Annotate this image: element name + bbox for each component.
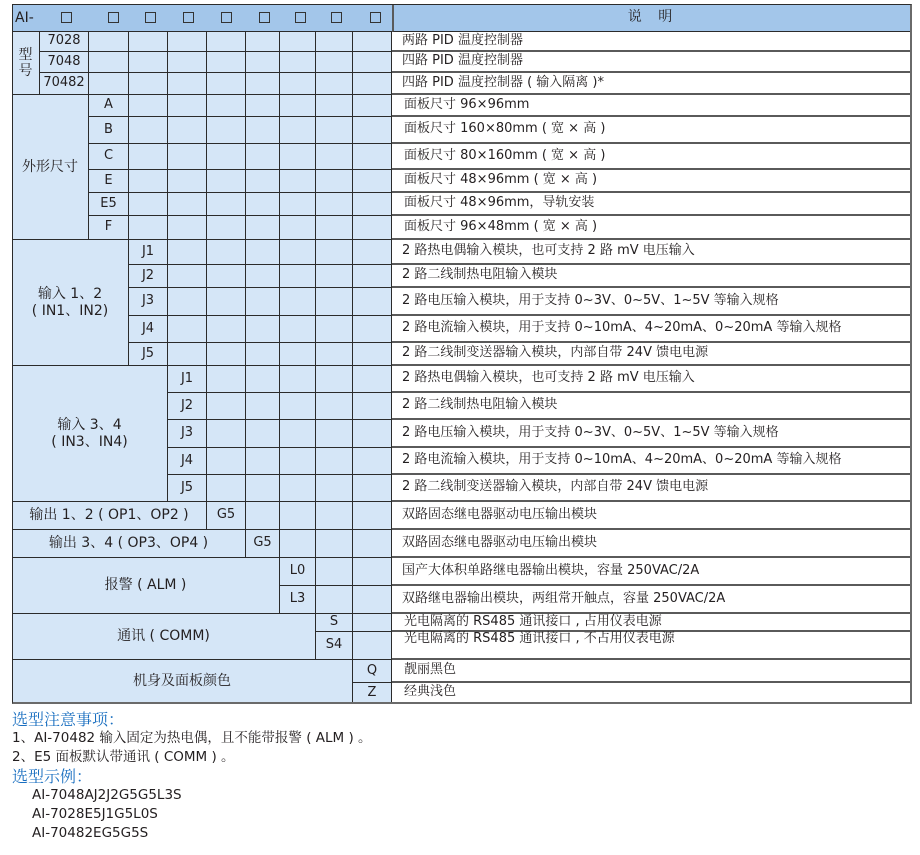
empty-grid-cell: [207, 475, 246, 502]
empty-grid-cell: [207, 216, 246, 240]
empty-grid-cell: [129, 144, 168, 170]
in34-code-j1: J1: [168, 366, 207, 393]
empty-grid-cell: [280, 316, 316, 343]
empty-grid-cell: [168, 343, 207, 366]
model-label-line: 型: [18, 46, 33, 63]
desc-dim-e: 面板尺寸 48×96mm ( 宽 × 高 ): [392, 170, 912, 193]
input12-section-label: [12, 240, 129, 366]
desc-op34-g5: 双路固态继电器驱动电压输出模块: [392, 530, 912, 558]
empty-grid-cell: [316, 32, 353, 52]
in12-code-j1: J1: [129, 240, 168, 265]
empty-grid-cell: [316, 366, 353, 393]
empty-grid-cell: [129, 32, 168, 52]
input34-label-line: 输入 3、4: [57, 417, 122, 434]
empty-grid-cell: [246, 240, 280, 265]
prefix-label: AI-: [15, 10, 34, 26]
empty-grid-cell: [280, 117, 316, 144]
empty-grid-cell: [129, 216, 168, 240]
empty-grid-cell: [280, 73, 316, 95]
selection-table: [12, 4, 912, 704]
model-code-7048: 7048: [40, 52, 89, 73]
empty-grid-cell: [207, 393, 246, 420]
empty-grid-cell: [353, 117, 392, 144]
empty-grid-cell: [280, 530, 316, 558]
in34-code-j4: J4: [168, 448, 207, 475]
empty-grid-cell: [168, 170, 207, 193]
code-slot-box: [331, 12, 342, 23]
empty-grid-cell: [316, 240, 353, 265]
empty-grid-cell: [280, 366, 316, 393]
empty-grid-cell: [246, 95, 280, 117]
empty-grid-cell: [280, 144, 316, 170]
empty-grid-cell: [129, 117, 168, 144]
desc-in34-j1: 2 路热电偶输入模块，也可支持 2 路 mV 电压输入: [392, 366, 912, 393]
empty-grid-cell: [246, 393, 280, 420]
empty-grid-cell: [353, 144, 392, 170]
in34-code-j3: J3: [168, 420, 207, 448]
color-code-q: Q: [353, 660, 392, 683]
code-slot-box: [221, 12, 232, 23]
empty-grid-cell: [316, 420, 353, 448]
empty-grid-cell: [280, 240, 316, 265]
desc-in34-j4: 2 路电流输入模块，用于支持 0~10mA、4~20mA、0~20mA 等输入规格: [392, 448, 912, 475]
empty-grid-cell: [316, 393, 353, 420]
empty-grid-cell: [353, 558, 392, 586]
empty-grid-cell: [168, 193, 207, 216]
empty-grid-cell: [129, 73, 168, 95]
output34-section-label: 输出 3、4 ( OP3、OP4 ): [12, 530, 246, 558]
desc-comm-s4: 光电隔离的 RS485 通讯接口 , 不占用仪表电源: [392, 632, 912, 660]
dim-code-f: F: [89, 216, 129, 240]
desc-color-z: 经典浅色: [392, 683, 912, 704]
empty-grid-cell: [353, 265, 392, 288]
in12-code-j4: J4: [129, 316, 168, 343]
empty-grid-cell: [246, 193, 280, 216]
example-item: AI-70482EG5G5S: [32, 825, 149, 841]
empty-grid-cell: [280, 288, 316, 316]
dim-code-b: B: [89, 117, 129, 144]
empty-grid-cell: [353, 475, 392, 502]
empty-grid-cell: [207, 366, 246, 393]
empty-grid-cell: [353, 343, 392, 366]
input12-label-line: 输入 1、2: [37, 286, 103, 303]
empty-grid-cell: [353, 366, 392, 393]
empty-grid-cell: [168, 52, 207, 73]
desc-in12-j5: 2 路二线制变送器输入模块，内部自带 24V 馈电电源: [392, 343, 912, 366]
desc-alm-l3: 双路继电器输出模块，两组常开触点，容量 250VAC/2A: [392, 586, 912, 614]
empty-grid-cell: [280, 343, 316, 366]
desc-model-7048: 四路 PID 温度控制器: [392, 52, 912, 73]
empty-grid-cell: [207, 288, 246, 316]
empty-grid-cell: [353, 316, 392, 343]
comm-section-label: 通讯 ( COMM): [12, 614, 316, 660]
desc-model-7028: 两路 PID 温度控制器: [392, 32, 912, 52]
empty-grid-cell: [246, 73, 280, 95]
alarm-section-label: 报警 ( ALM ): [12, 558, 280, 614]
empty-grid-cell: [353, 448, 392, 475]
empty-grid-cell: [316, 343, 353, 366]
empty-grid-cell: [353, 193, 392, 216]
desc-dim-a: 面板尺寸 96×96mm: [392, 95, 912, 117]
empty-grid-cell: [129, 52, 168, 73]
note-item: 2、E5 面板默认带通讯 ( COMM ) 。: [12, 749, 235, 765]
empty-grid-cell: [168, 265, 207, 288]
desc-in12-j3: 2 路电压输入模块，用于支持 0~3V、0~5V、1~5V 等输入规格: [392, 288, 912, 316]
empty-grid-cell: [280, 448, 316, 475]
dimensions-section-label: 外形尺寸: [12, 95, 89, 240]
empty-grid-cell: [168, 32, 207, 52]
empty-grid-cell: [89, 73, 129, 95]
empty-grid-cell: [207, 265, 246, 288]
empty-grid-cell: [89, 52, 129, 73]
empty-grid-cell: [168, 240, 207, 265]
empty-grid-cell: [246, 448, 280, 475]
desc-in12-j1: 2 路热电偶输入模块，也可支持 2 路 mV 电压输入: [392, 240, 912, 265]
desc-op12-g5: 双路固态继电器驱动电压输出模块: [392, 502, 912, 530]
empty-grid-cell: [207, 193, 246, 216]
empty-grid-cell: [280, 420, 316, 448]
empty-grid-cell: [207, 73, 246, 95]
empty-grid-cell: [246, 288, 280, 316]
input12-label-line: ( IN1、IN2): [31, 302, 109, 319]
alm-code-l0: L0: [280, 558, 316, 586]
empty-grid-cell: [316, 144, 353, 170]
in34-code-j2: J2: [168, 393, 207, 420]
dim-code-a: A: [89, 95, 129, 117]
empty-grid-cell: [353, 216, 392, 240]
empty-grid-cell: [129, 193, 168, 216]
empty-grid-cell: [246, 216, 280, 240]
in12-code-j2: J2: [129, 265, 168, 288]
code-slot-box: [295, 12, 306, 23]
in34-code-j5: J5: [168, 475, 207, 502]
empty-grid-cell: [316, 52, 353, 73]
notes-title: 选型注意事项：: [12, 710, 125, 729]
empty-grid-cell: [316, 73, 353, 95]
empty-grid-cell: [246, 144, 280, 170]
dim-code-e: E: [89, 170, 129, 193]
empty-grid-cell: [280, 170, 316, 193]
note-item: 1、AI-70482 输入固定为热电偶，且不能带报警 ( ALM ) 。: [12, 730, 372, 746]
code-slot-box: [259, 12, 270, 23]
comm-code-s: S: [316, 614, 353, 632]
model-code-70482: 70482: [40, 73, 89, 95]
empty-grid-cell: [353, 52, 392, 73]
code-slot-box: [108, 12, 119, 23]
empty-grid-cell: [353, 586, 392, 614]
notes-section: [12, 710, 372, 843]
example-item: AI-7028E5J1G5L0S: [32, 806, 158, 822]
empty-grid-cell: [207, 52, 246, 73]
empty-grid-cell: [246, 316, 280, 343]
empty-grid-cell: [316, 502, 353, 530]
op34-code-g5: G5: [246, 530, 280, 558]
empty-grid-cell: [168, 117, 207, 144]
empty-grid-cell: [246, 32, 280, 52]
desc-dim-c: 面板尺寸 80×160mm ( 宽 × 高 ): [392, 144, 912, 170]
empty-grid-cell: [316, 316, 353, 343]
empty-grid-cell: [280, 393, 316, 420]
desc-in12-j2: 2 路二线制热电阻输入模块: [392, 265, 912, 288]
empty-grid-cell: [207, 316, 246, 343]
op12-code-g5: G5: [207, 502, 246, 530]
empty-grid-cell: [246, 366, 280, 393]
empty-grid-cell: [246, 502, 280, 530]
empty-grid-cell: [316, 586, 353, 614]
empty-grid-cell: [246, 117, 280, 144]
empty-grid-cell: [168, 316, 207, 343]
empty-grid-cell: [353, 95, 392, 117]
color-code-z: Z: [353, 683, 392, 704]
empty-grid-cell: [280, 193, 316, 216]
empty-grid-cell: [89, 32, 129, 52]
model-label-line: 号: [18, 63, 33, 79]
model-code-7028: 7028: [40, 32, 89, 52]
empty-grid-cell: [246, 420, 280, 448]
empty-grid-cell: [168, 95, 207, 117]
empty-grid-cell: [316, 288, 353, 316]
code-slot-box: [370, 12, 381, 23]
dim-code-e5: E5: [89, 193, 129, 216]
empty-grid-cell: [207, 32, 246, 52]
empty-grid-cell: [280, 95, 316, 117]
code-header: [12, 4, 392, 32]
desc-in12-j4: 2 路电流输入模块，用于支持 0~10mA、4~20mA、0~20mA 等输入规格: [392, 316, 912, 343]
empty-grid-cell: [353, 393, 392, 420]
empty-grid-cell: [280, 502, 316, 530]
desc-dim-f: 面板尺寸 96×48mm ( 宽 × 高 ): [392, 216, 912, 240]
empty-grid-cell: [168, 144, 207, 170]
empty-grid-cell: [353, 288, 392, 316]
empty-grid-cell: [168, 73, 207, 95]
empty-grid-cell: [280, 265, 316, 288]
empty-grid-cell: [316, 117, 353, 144]
empty-grid-cell: [207, 343, 246, 366]
empty-grid-cell: [353, 240, 392, 265]
in12-code-j5: J5: [129, 343, 168, 366]
empty-grid-cell: [246, 343, 280, 366]
color-section-label: 机身及面板颜色: [12, 660, 353, 704]
desc-in34-j5: 2 路二线制变送器输入模块，内部自带 24V 馈电电源: [392, 475, 912, 502]
empty-grid-cell: [280, 216, 316, 240]
empty-grid-cell: [207, 117, 246, 144]
output12-section-label: 输出 1、2 ( OP1、OP2 ): [12, 502, 207, 530]
alm-code-l3: L3: [280, 586, 316, 614]
empty-grid-cell: [168, 216, 207, 240]
code-slot-box: [183, 12, 194, 23]
input34-label-line: ( IN3、IN4): [51, 433, 128, 450]
empty-grid-cell: [353, 170, 392, 193]
empty-grid-cell: [246, 170, 280, 193]
code-slot-box: [61, 12, 72, 23]
input34-section-label: [12, 366, 168, 502]
empty-grid-cell: [280, 52, 316, 73]
desc-in34-j3: 2 路电压输入模块，用于支持 0~3V、0~5V、1~5V 等输入规格: [392, 420, 912, 448]
desc-alm-l0: 国产大体积单路继电器输出模块，容量 250VAC/2A: [392, 558, 912, 586]
empty-grid-cell: [207, 95, 246, 117]
examples-title: 选型示例：: [12, 767, 93, 786]
empty-grid-cell: [316, 448, 353, 475]
empty-grid-cell: [353, 73, 392, 95]
empty-grid-cell: [316, 216, 353, 240]
empty-grid-cell: [316, 530, 353, 558]
empty-grid-cell: [280, 475, 316, 502]
empty-grid-cell: [316, 558, 353, 586]
empty-grid-cell: [316, 193, 353, 216]
empty-grid-cell: [316, 475, 353, 502]
empty-grid-cell: [316, 95, 353, 117]
code-slot-box: [145, 12, 156, 23]
empty-grid-cell: [207, 420, 246, 448]
desc-color-q: 靓丽黑色: [392, 660, 912, 683]
empty-grid-cell: [353, 614, 392, 632]
empty-grid-cell: [246, 52, 280, 73]
empty-grid-cell: [353, 420, 392, 448]
desc-in34-j2: 2 路二线制热电阻输入模块: [392, 393, 912, 420]
empty-grid-cell: [207, 240, 246, 265]
desc-dim-e5: 面板尺寸 48×96mm，导轨安装: [392, 193, 912, 216]
empty-grid-cell: [129, 170, 168, 193]
desc-dim-b: 面板尺寸 160×80mm ( 宽 × 高 ): [392, 117, 912, 144]
dim-code-c: C: [89, 144, 129, 170]
empty-grid-cell: [207, 170, 246, 193]
empty-grid-cell: [353, 32, 392, 52]
empty-grid-cell: [246, 475, 280, 502]
empty-grid-cell: [246, 265, 280, 288]
empty-grid-cell: [316, 265, 353, 288]
description-header: 说 明: [392, 4, 912, 32]
model-section-label: [12, 32, 40, 95]
empty-grid-cell: [316, 170, 353, 193]
desc-comm-s: 光电隔离的 RS485 通讯接口 , 占用仪表电源: [392, 614, 912, 632]
empty-grid-cell: [207, 448, 246, 475]
empty-grid-cell: [280, 32, 316, 52]
empty-grid-cell: [353, 502, 392, 530]
in12-code-j3: J3: [129, 288, 168, 316]
empty-grid-cell: [129, 95, 168, 117]
desc-model-70482: 四路 PID 温度控制器 ( 输入隔离 )*: [392, 73, 912, 95]
empty-grid-cell: [207, 144, 246, 170]
empty-grid-cell: [168, 288, 207, 316]
empty-grid-cell: [353, 632, 392, 660]
example-item: AI-7048AJ2J2G5G5L3S: [32, 787, 182, 803]
empty-grid-cell: [353, 530, 392, 558]
comm-code-s4: S4: [316, 632, 353, 660]
